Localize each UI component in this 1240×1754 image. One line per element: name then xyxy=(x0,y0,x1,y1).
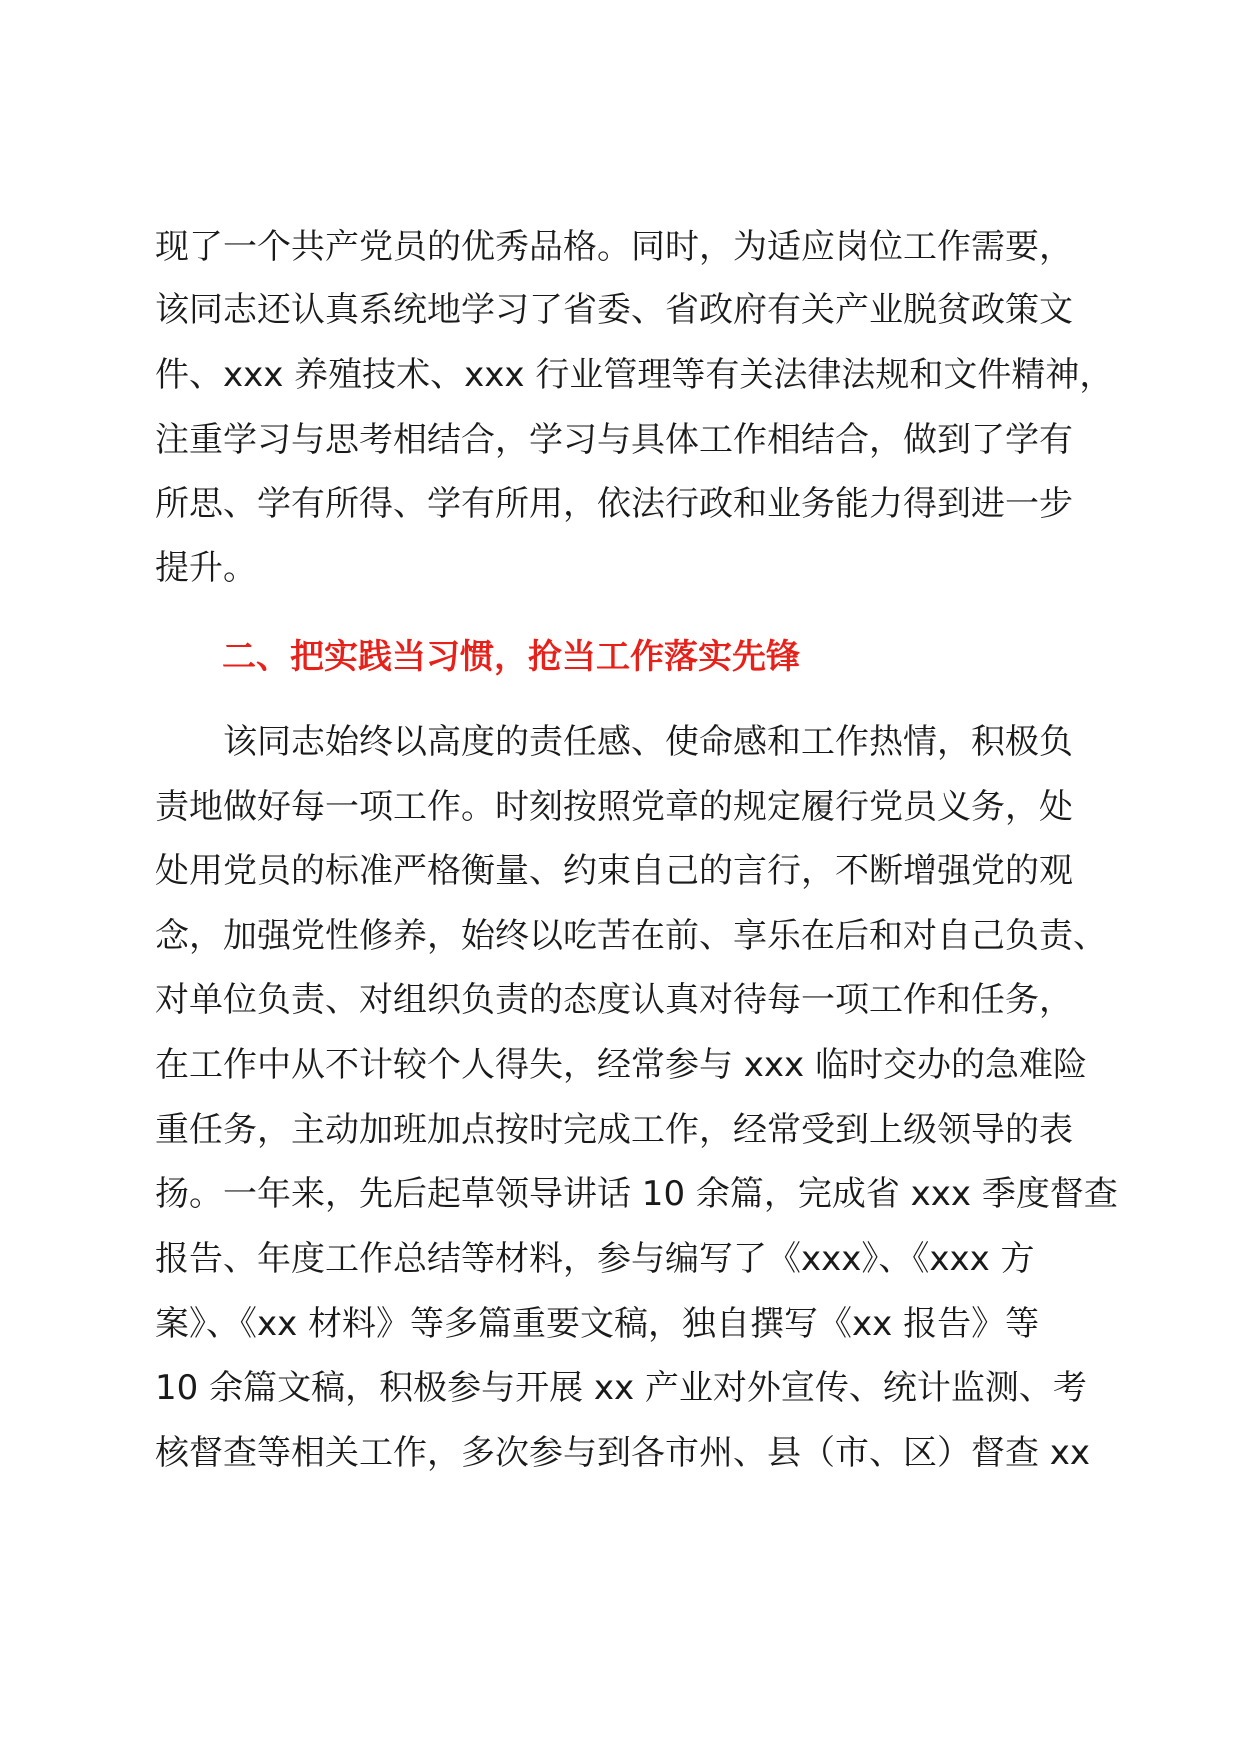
paragraph-line: 责地做好每一项工作。时刻按照党章的规定履行党员义务，处 xyxy=(155,787,1073,827)
paragraph-line: 对单位负责、对组织负责的态度认真对待每一项工作和任务， xyxy=(155,980,1073,1020)
paragraph-line: 扬。一年来，先后起草领导讲话 10 余篇，完成省 xxx 季度督查 xyxy=(155,1174,1118,1214)
paragraph-line: 在工作中从不计较个人得失，经常参与 xxx 临时交办的急难险 xyxy=(155,1045,1087,1085)
paragraph-line: 核督查等相关工作，多次参与到各市州、县（市、区）督查 xx xyxy=(155,1433,1091,1473)
paragraph-line: 该同志始终以高度的责任感、使命感和工作热情，积极负 xyxy=(155,722,1073,762)
paragraph-line: 所思、学有所得、学有所用，依法行政和业务能力得到进一步 xyxy=(155,484,1073,524)
section-heading: 二、把实践当习惯，抢当工作落实先锋 xyxy=(222,637,800,677)
paragraph-line: 件、xxx 养殖技术、xxx 行业管理等有关法律法规和文件精神， xyxy=(155,355,1114,395)
paragraph-line: 重任务，主动加班加点按时完成工作，经常受到上级领导的表 xyxy=(155,1110,1073,1150)
paragraph-line: 现了一个共产党员的优秀品格。同时，为适应岗位工作需要， xyxy=(155,227,1073,267)
paragraph-line: 注重学习与思考相结合，学习与具体工作相结合，做到了学有 xyxy=(155,420,1073,460)
paragraph-line: 念，加强党性修养，始终以吃苦在前、享乐在后和对自己负责、 xyxy=(155,916,1107,956)
paragraph-line: 处用党员的标准严格衡量、约束自己的言行，不断增强党的观 xyxy=(155,851,1073,891)
paragraph-line: 该同志还认真系统地学习了省委、省政府有关产业脱贫政策文 xyxy=(155,290,1073,330)
paragraph-line: 提升。 xyxy=(155,548,257,588)
paragraph-line: 报告、年度工作总结等材料，参与编写了《xxx》、《xxx 方 xyxy=(155,1239,1035,1279)
paragraph-line: 10 余篇文稿，积极参与开展 xx 产业对外宣传、统计监测、考 xyxy=(155,1368,1087,1408)
paragraph-line: 案》、《xx 材料》等多篇重要文稿，独自撰写《xx 报告》等 xyxy=(155,1304,1040,1344)
